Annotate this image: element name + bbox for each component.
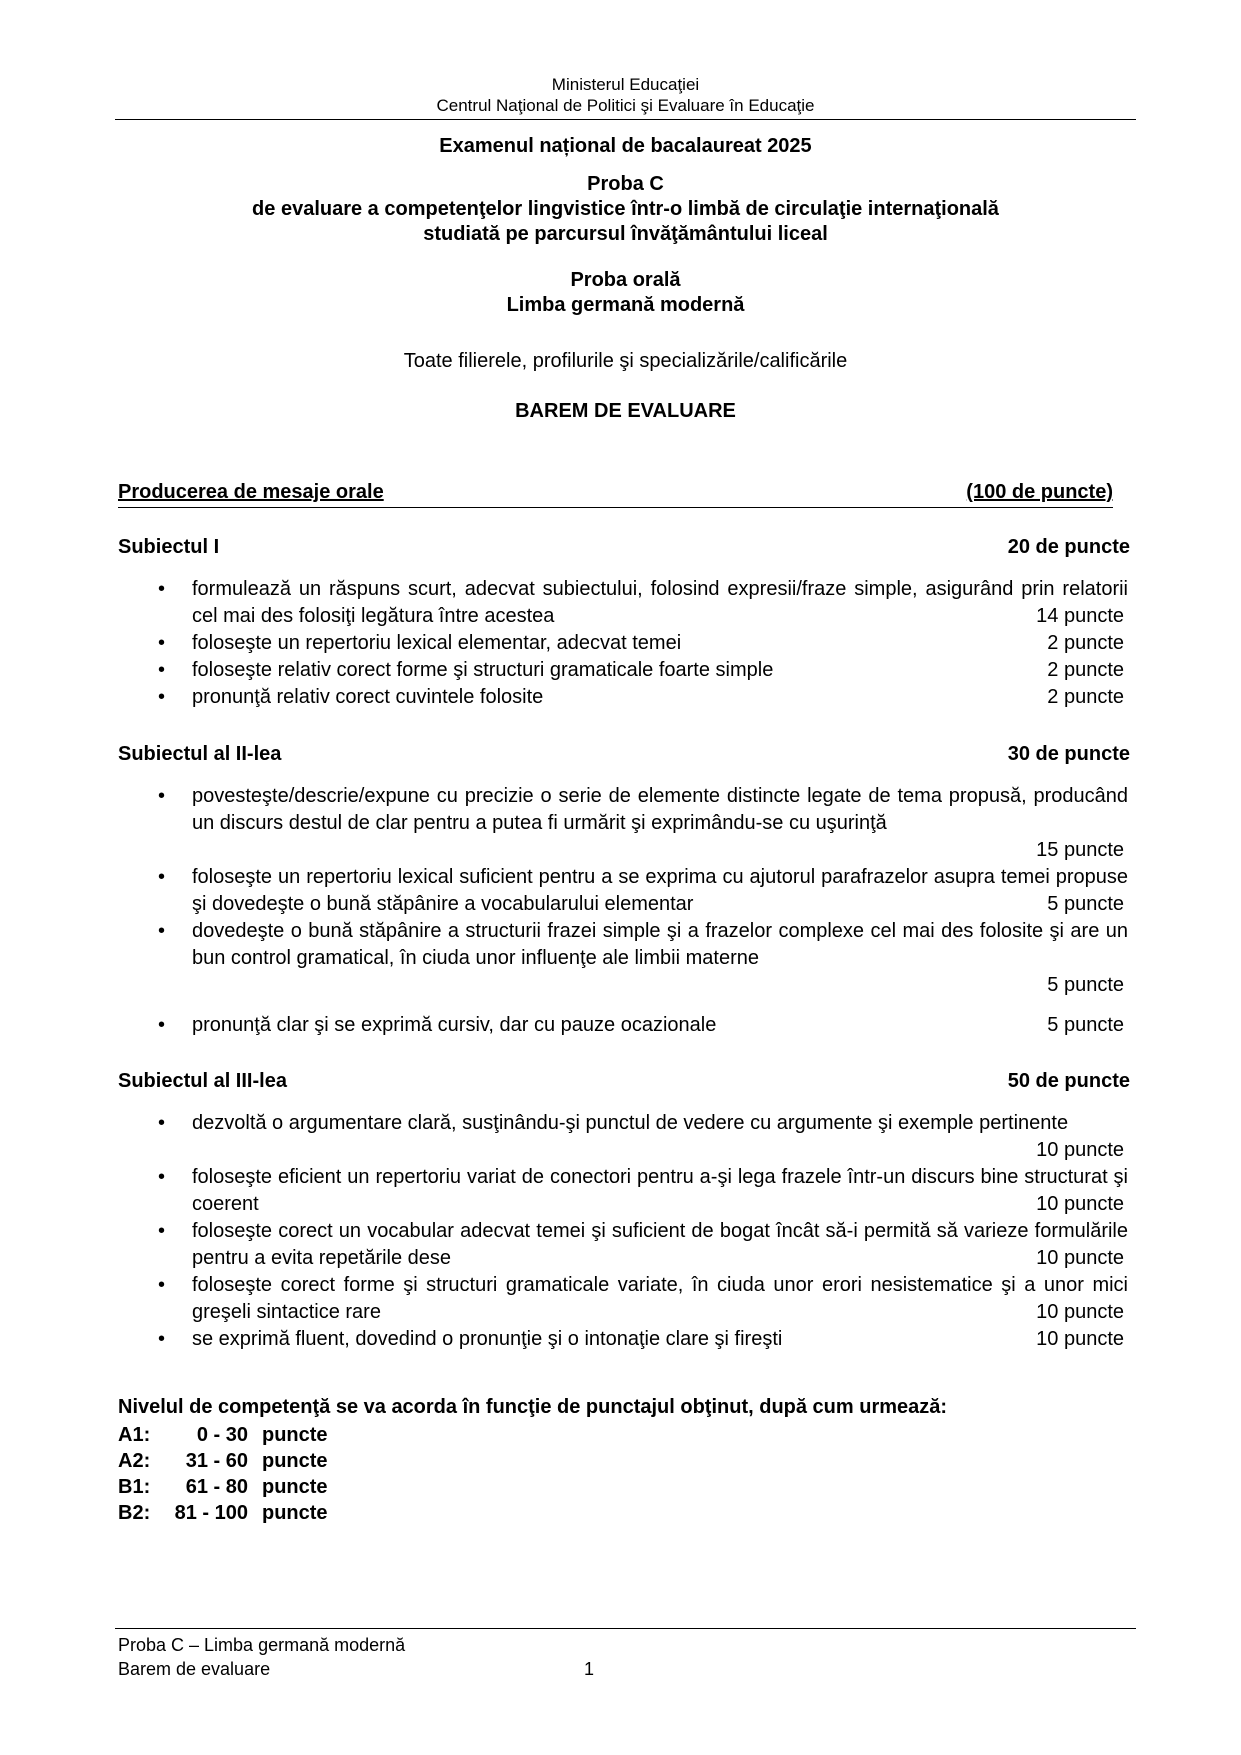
level-range: 0 - 30 (196, 1424, 248, 1446)
criterion-text: foloseşte relativ corect forme şi structuri gramaticale foarte simple (192, 659, 774, 681)
level-range: 61 - 80 (185, 1476, 248, 1498)
subject-1-heading (118, 535, 1130, 560)
criterion-item (150, 864, 1128, 918)
subject-label: Subiectul I (118, 536, 220, 558)
criterion-item (150, 1218, 1128, 1272)
footer-divider (115, 1628, 1136, 1629)
level-range: 31 - 60 (185, 1450, 248, 1472)
header-divider (115, 119, 1136, 120)
criterion-points: 10 puncte (1036, 1328, 1124, 1350)
center-name: Centrul Naţional de Politici şi Evaluare în Educaţie (436, 96, 815, 115)
criterion-points: 5 puncte (1047, 974, 1124, 996)
subject-points: 20 de puncte (1007, 536, 1130, 558)
criterion-points: 14 puncte (1036, 605, 1124, 627)
bullet-icon: • (158, 785, 166, 807)
subject-label: Subiectul al III-lea (118, 1070, 287, 1092)
criterion-text: foloseşte corect forme şi structuri gramaticale variate, în ciuda unor erori nesistematice şi a unor mici greşeli sintactice rare (192, 1274, 1128, 1323)
criterion-points: 10 puncte (1036, 1139, 1124, 1161)
language-title: Limba germană modernă (506, 294, 745, 316)
section-heading (118, 480, 1113, 508)
barem-title: BAREM DE EVALUARE (515, 400, 736, 422)
proba-description-1: de evaluare a competenţelor lingvistice într-o limbă de circulaţie internaţională (252, 198, 999, 220)
criterion-points: 2 puncte (1047, 632, 1124, 654)
criterion-points: 10 puncte (1036, 1193, 1124, 1215)
bullet-icon: • (158, 1014, 166, 1036)
bullet-icon: • (158, 920, 166, 942)
criterion-points: 5 puncte (1047, 1014, 1124, 1036)
bullet-icon: • (158, 1112, 166, 1134)
filiere-text: Toate filierele, profilurile şi specializările/calificările (403, 350, 848, 372)
criterion-item (150, 1110, 1128, 1161)
level-row (118, 1448, 328, 1474)
criterion-item (150, 1164, 1128, 1218)
bullet-icon: • (158, 866, 166, 888)
bullet-icon: • (158, 632, 166, 654)
section-label: Producerea de mesaje orale (118, 481, 384, 503)
section-points: (100 de puncte) (966, 481, 1113, 503)
criterion-item (150, 1272, 1128, 1326)
bullet-icon: • (158, 686, 166, 708)
level-range: 81 - 100 (174, 1502, 248, 1524)
level-row (118, 1474, 328, 1500)
footer-line-1: Proba C – Limba germană modernă (118, 1635, 406, 1655)
level-unit: puncte (262, 1502, 328, 1524)
criterion-text: pronunţă clar şi se exprimă cursiv, dar cu pauze ocazionale (192, 1014, 717, 1036)
criterion-item (150, 657, 1128, 684)
level-unit: puncte (262, 1424, 328, 1446)
proba-description-2: studiată pe parcursul învăţământului liceal (423, 223, 828, 245)
level-code: B1: (118, 1476, 151, 1498)
level-code: B2: (118, 1502, 151, 1524)
criterion-item (150, 783, 1128, 861)
criterion-text: pronunţă relativ corect cuvintele folosite (192, 686, 544, 708)
criterion-points: 10 puncte (1036, 1247, 1124, 1269)
bullet-icon: • (158, 1166, 166, 1188)
criterion-item (150, 684, 1128, 711)
subject-points: 30 de puncte (1007, 743, 1130, 765)
ministry-name: Ministerul Educaţiei (551, 75, 700, 94)
criterion-item (150, 918, 1128, 996)
subject-points: 50 de puncte (1007, 1070, 1130, 1092)
criterion-text: foloseşte corect un vocabular adecvat temei şi suficient de bogat încât să-i permită să varieze formulările pentru a evita repetările dese (192, 1220, 1128, 1269)
level-code: A1: (118, 1424, 151, 1446)
subject-3-heading (118, 1069, 1130, 1094)
criterion-points: 2 puncte (1047, 686, 1124, 708)
criterion-text: foloseşte un repertoriu lexical elementar, adecvat temei (192, 632, 682, 654)
bullet-icon: • (158, 1328, 166, 1350)
criterion-points: 10 puncte (1036, 1301, 1124, 1323)
level-unit: puncte (262, 1476, 328, 1498)
proba-title: Proba C (587, 173, 664, 195)
level-row (118, 1422, 328, 1448)
criterion-item (150, 1012, 1128, 1039)
oral-title: Proba orală (570, 269, 681, 291)
criterion-text: dezvoltă o argumentare clară, susţinându-şi punctul de vedere cu argumente şi exemple pertinente (192, 1112, 1069, 1134)
criterion-item (150, 576, 1128, 630)
criterion-points: 2 puncte (1047, 659, 1124, 681)
footer-line-2: Barem de evaluare (118, 1659, 271, 1679)
criterion-text: foloseşte eficient un repertoriu variat de conectori pentru a-şi lega frazele într-un discurs bine structurat şi coerent (192, 1166, 1128, 1215)
subject-2-heading (118, 742, 1130, 767)
criterion-item (150, 630, 1128, 657)
level-row (118, 1500, 328, 1526)
criterion-item (150, 1326, 1128, 1353)
criterion-points: 15 puncte (1036, 839, 1124, 861)
bullet-icon: • (158, 1220, 166, 1242)
bullet-icon: • (158, 659, 166, 681)
criterion-text: foloseşte un repertoriu lexical suficient pentru a se exprima cu ajutorul parafrazelor asupra temei propuse şi dovedeşte o bună stăpânire a vocabularului elementar (192, 866, 1128, 915)
subject-label: Subiectul al II-lea (118, 743, 282, 765)
exam-title: Examenul național de bacalaureat 2025 (439, 135, 812, 157)
page-header (115, 74, 1136, 116)
level-unit: puncte (262, 1450, 328, 1472)
criterion-text: formulează un răspuns scurt, adecvat subiectului, folosind expresii/fraze simple, asigurând prin relatorii cel mai des folosiţi legătura între acestea (192, 578, 1128, 627)
criterion-text: povesteşte/descrie/expune cu precizie o serie de elemente distincte legate de tema propusă, producând un discurs destul de clar pentru a putea fi urmărit şi exprimându-se cu uşurinţă (192, 785, 1128, 834)
criterion-text: dovedeşte o bună stăpânire a structurii frazei simple şi a frazelor complexe cel mai des folosite şi are un bun control gramatical, în ciuda unor influenţe ale limbii materne (192, 920, 1128, 969)
criterion-points: 5 puncte (1047, 893, 1124, 915)
level-code: A2: (118, 1450, 151, 1472)
page-number: 1 (584, 1659, 595, 1679)
levels-heading: Nivelul de competenţă se va acorda în funcţie de punctajul obţinut, după cum urmează: (118, 1396, 948, 1418)
criterion-text: se exprimă fluent, dovedind o pronunţie şi o intonaţie clare şi fireşti (192, 1328, 783, 1350)
bullet-icon: • (158, 578, 166, 600)
bullet-icon: • (158, 1274, 166, 1296)
